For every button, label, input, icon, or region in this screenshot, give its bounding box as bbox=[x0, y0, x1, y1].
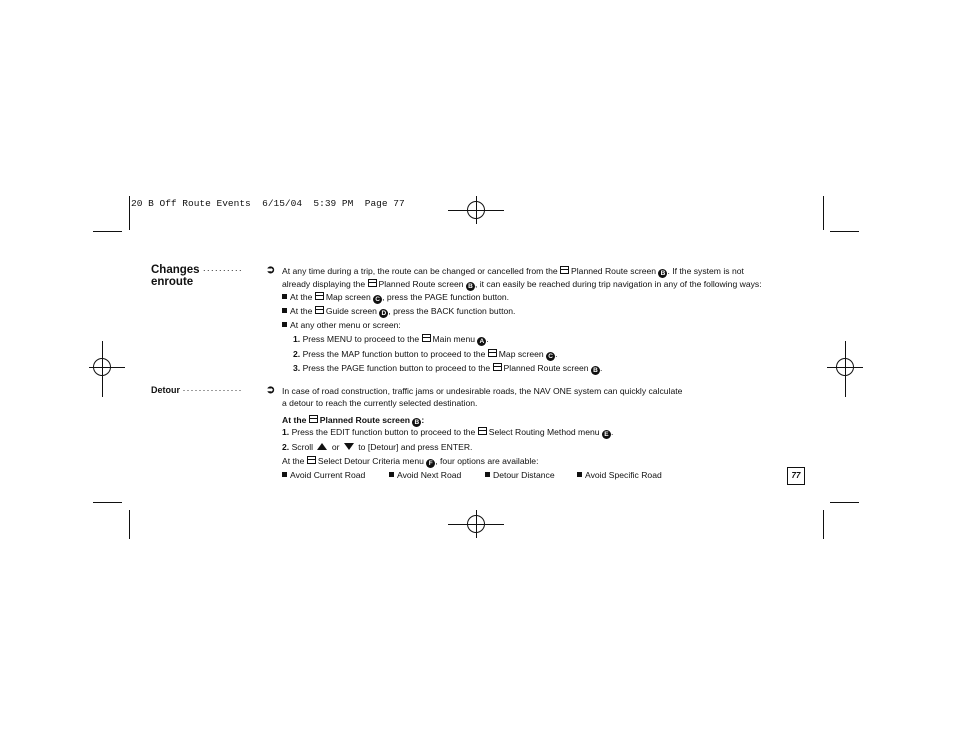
bullet-icon bbox=[389, 472, 394, 477]
screen-icon bbox=[493, 363, 502, 371]
bullet-icon bbox=[282, 472, 287, 477]
page-number: 77 bbox=[787, 467, 805, 485]
bullet-icon bbox=[485, 472, 490, 477]
changes-step-2: 2. Press the MAP function button to proceed to the Map screen C . bbox=[293, 349, 558, 360]
detour-step-2: 2. Scroll or to [Detour] and press ENTER. bbox=[282, 442, 473, 452]
screen-icon bbox=[422, 334, 431, 342]
bullet-icon bbox=[282, 294, 287, 299]
bullet-icon bbox=[282, 322, 287, 327]
crop-mark bbox=[823, 510, 824, 539]
changes-bullet-1: At the Map screen C , press the PAGE function button. bbox=[282, 291, 509, 304]
crop-mark bbox=[830, 502, 859, 503]
detour-subheading: At the Planned Route screen B : bbox=[282, 415, 425, 426]
screen-icon bbox=[315, 292, 324, 300]
crop-mark bbox=[823, 196, 824, 230]
changes-step-1: 1. Press MENU to proceed to the Main menu A . bbox=[293, 334, 489, 345]
crop-mark bbox=[129, 510, 130, 539]
down-arrow-icon bbox=[344, 443, 354, 450]
up-arrow-icon bbox=[317, 443, 327, 450]
crop-mark bbox=[93, 231, 122, 232]
crop-mark bbox=[93, 502, 122, 503]
bullet-icon bbox=[282, 308, 287, 313]
screen-icon bbox=[307, 456, 316, 464]
bullet-icon bbox=[577, 472, 582, 477]
screen-icon bbox=[368, 279, 377, 287]
screen-icon bbox=[560, 266, 569, 274]
detour-option-1: Avoid Current Road bbox=[282, 469, 365, 481]
screen-icon bbox=[315, 306, 324, 314]
changes-intro: At any time during a trip, the route can be changed or cancelled from the Planned Route screen B . If the system is not already displaying the Planned Route screen B , it can easily be reached during trip navigation in any of the following ways: bbox=[282, 266, 762, 290]
printer-slug: 20 B Off Route Events 6/15/04 5:39 PM Page 77 bbox=[131, 198, 405, 209]
detour-step-1: 1. Press the EDIT function button to proceed to the Select Routing Method menu E . bbox=[282, 427, 614, 438]
arrow-icon: ➲ bbox=[266, 264, 276, 276]
changes-enroute-heading: Changes ·········· enroute bbox=[151, 264, 243, 288]
arrow-icon: ➲ bbox=[266, 384, 276, 396]
detour-option-2: Avoid Next Road bbox=[389, 469, 461, 481]
detour-option-3: Detour Distance bbox=[485, 469, 555, 481]
detour-intro: In case of road construction, traffic jams or undesirable roads, the NAV ONE system can quickly calculate a detour to reach the currently selected destination. bbox=[282, 386, 683, 408]
detour-option-4: Avoid Specific Road bbox=[577, 469, 662, 481]
changes-step-3: 3. Press the PAGE function button to proceed to the Planned Route screen B . bbox=[293, 363, 603, 374]
crop-mark bbox=[830, 231, 859, 232]
screen-icon bbox=[309, 415, 318, 423]
crop-mark bbox=[129, 196, 130, 230]
detour-heading: Detour ··············· bbox=[151, 385, 243, 395]
changes-bullet-2: At the Guide screen D , press the BACK function button. bbox=[282, 305, 515, 318]
changes-bullet-3: At any other menu or screen: bbox=[282, 319, 401, 331]
screen-icon bbox=[478, 427, 487, 435]
detour-criteria: At the Select Detour Criteria menu F , four options are available: bbox=[282, 456, 539, 467]
screen-icon bbox=[488, 349, 497, 357]
